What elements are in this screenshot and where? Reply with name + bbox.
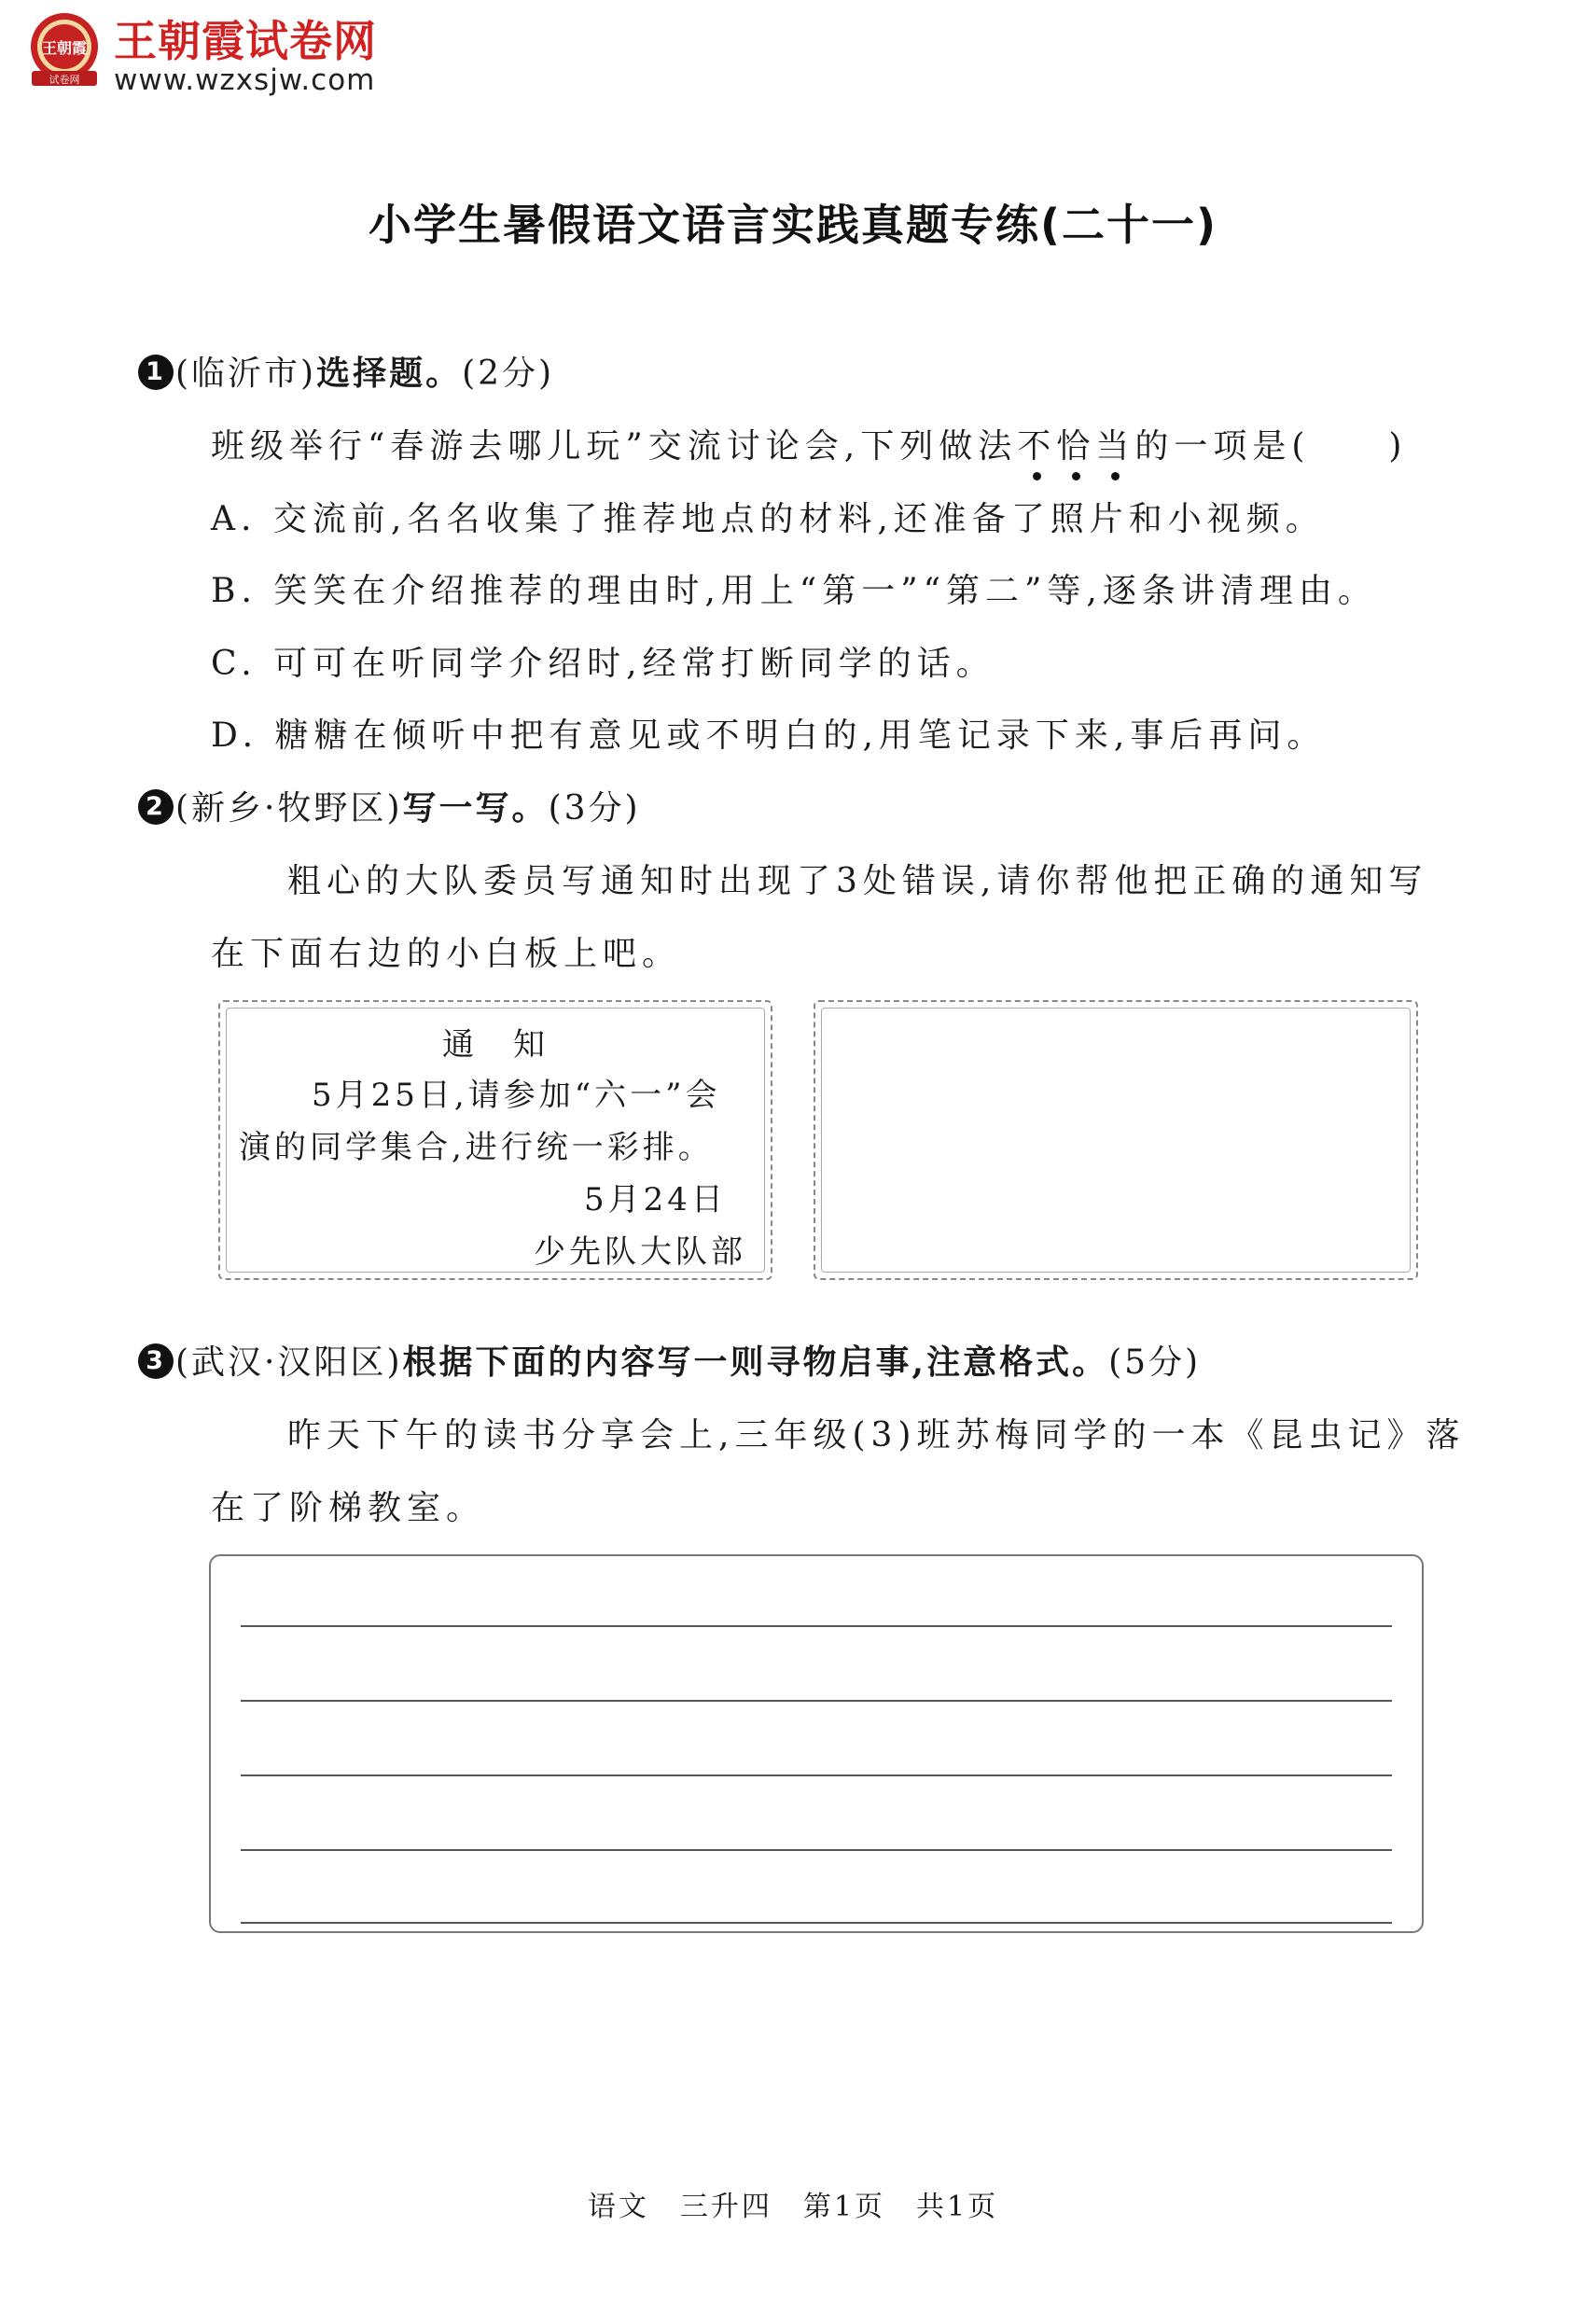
answer-whiteboard[interactable] — [814, 1000, 1418, 1280]
page-footer: 语文 三升四 第1页 共1页 — [587, 2191, 999, 2223]
question-1-option-b: B. 笑笑在介绍推荐的理由时,用上“第一”“第二”等,逐条讲清理由。 — [211, 572, 1377, 610]
question-1-source: (临沂市) — [175, 355, 317, 393]
writing-line[interactable] — [241, 1922, 1392, 1924]
notice-board — [218, 1000, 772, 1280]
question-1-stem-text: 班级举行“春游去哪儿玩”交流讨论会,下列做法 — [211, 427, 1018, 466]
question-1-score: (2分) — [462, 355, 555, 393]
page-title: 小学生暑假语文语言实践真题专练(二十一) — [368, 200, 1218, 250]
question-2-header — [138, 782, 641, 829]
question-3-number: 3 — [138, 1343, 174, 1379]
emphasis-char: 当 — [1095, 420, 1134, 467]
question-2-number: 2 — [138, 789, 174, 825]
question-1-stem-blank: 的一项是( ) — [1134, 427, 1408, 466]
writing-line[interactable] — [241, 1849, 1392, 1851]
question-1-option-d: D. 糖糖在倾听中把有意见或不明白的,用笔记录下来,事后再问。 — [211, 717, 1327, 755]
question-3-text-line-2: 在了阶梯教室。 — [211, 1489, 486, 1527]
logo-badge-text: 王朝霞 — [41, 39, 88, 57]
logo-badge-ribbon: 试卷网 — [49, 74, 80, 86]
notice-signer: 少先队大队部 — [534, 1233, 746, 1271]
question-1-number: 1 — [138, 355, 174, 390]
question-3-header — [138, 1336, 1201, 1384]
question-2-text-line-2: 在下面右边的小白板上吧。 — [211, 935, 682, 973]
emphasis-char: 不 — [1017, 420, 1056, 467]
question-1-option-a: A. 交流前,名名收集了推荐地点的材料,还准备了照片和小视频。 — [211, 500, 1325, 538]
notice-date: 5月24日 — [584, 1181, 727, 1218]
question-3-source: (武汉·汉阳区) — [175, 1343, 403, 1382]
lost-notice-writing-area[interactable] — [209, 1554, 1424, 1933]
question-1-option-c: C. 可可在听同学介绍时,经常打断同学的话。 — [211, 645, 995, 683]
question-3-text-line-1: 昨天下午的读书分享会上,三年级(3)班苏梅同学的一本《昆虫记》落 — [287, 1416, 1466, 1454]
question-2-label: 写一写。 — [402, 788, 549, 828]
notice-body-line-1: 5月25日,请参加“六一”会 — [312, 1077, 721, 1114]
question-3-label: 根据下面的内容写一则寻物启事,注意格式。 — [402, 1343, 1109, 1382]
site-logo-badge — [26, 9, 103, 91]
question-1-stem — [211, 420, 1407, 467]
question-2-text-line-1: 粗心的大队委员写通知时出现了3处错误,请你帮他把正确的通知写 — [287, 862, 1428, 900]
writing-line[interactable] — [241, 1774, 1392, 1776]
question-2-source: (新乡·牧野区) — [175, 789, 403, 828]
writing-line[interactable] — [241, 1625, 1392, 1627]
emphasis-char: 恰 — [1056, 420, 1095, 467]
notice-title: 通 知 — [442, 1026, 549, 1064]
question-3-score: (5分) — [1108, 1343, 1202, 1382]
site-brand-name: 王朝霞试卷网 — [114, 16, 377, 66]
writing-line[interactable] — [241, 1700, 1392, 1702]
question-1-label: 选择题。 — [316, 354, 463, 393]
site-url: www.wzxsjw.com — [114, 63, 376, 97]
question-1-header — [138, 347, 554, 395]
notice-body-line-2: 演的同学集合,进行统一彩排。 — [239, 1129, 714, 1166]
question-2-score: (3分) — [548, 789, 641, 828]
